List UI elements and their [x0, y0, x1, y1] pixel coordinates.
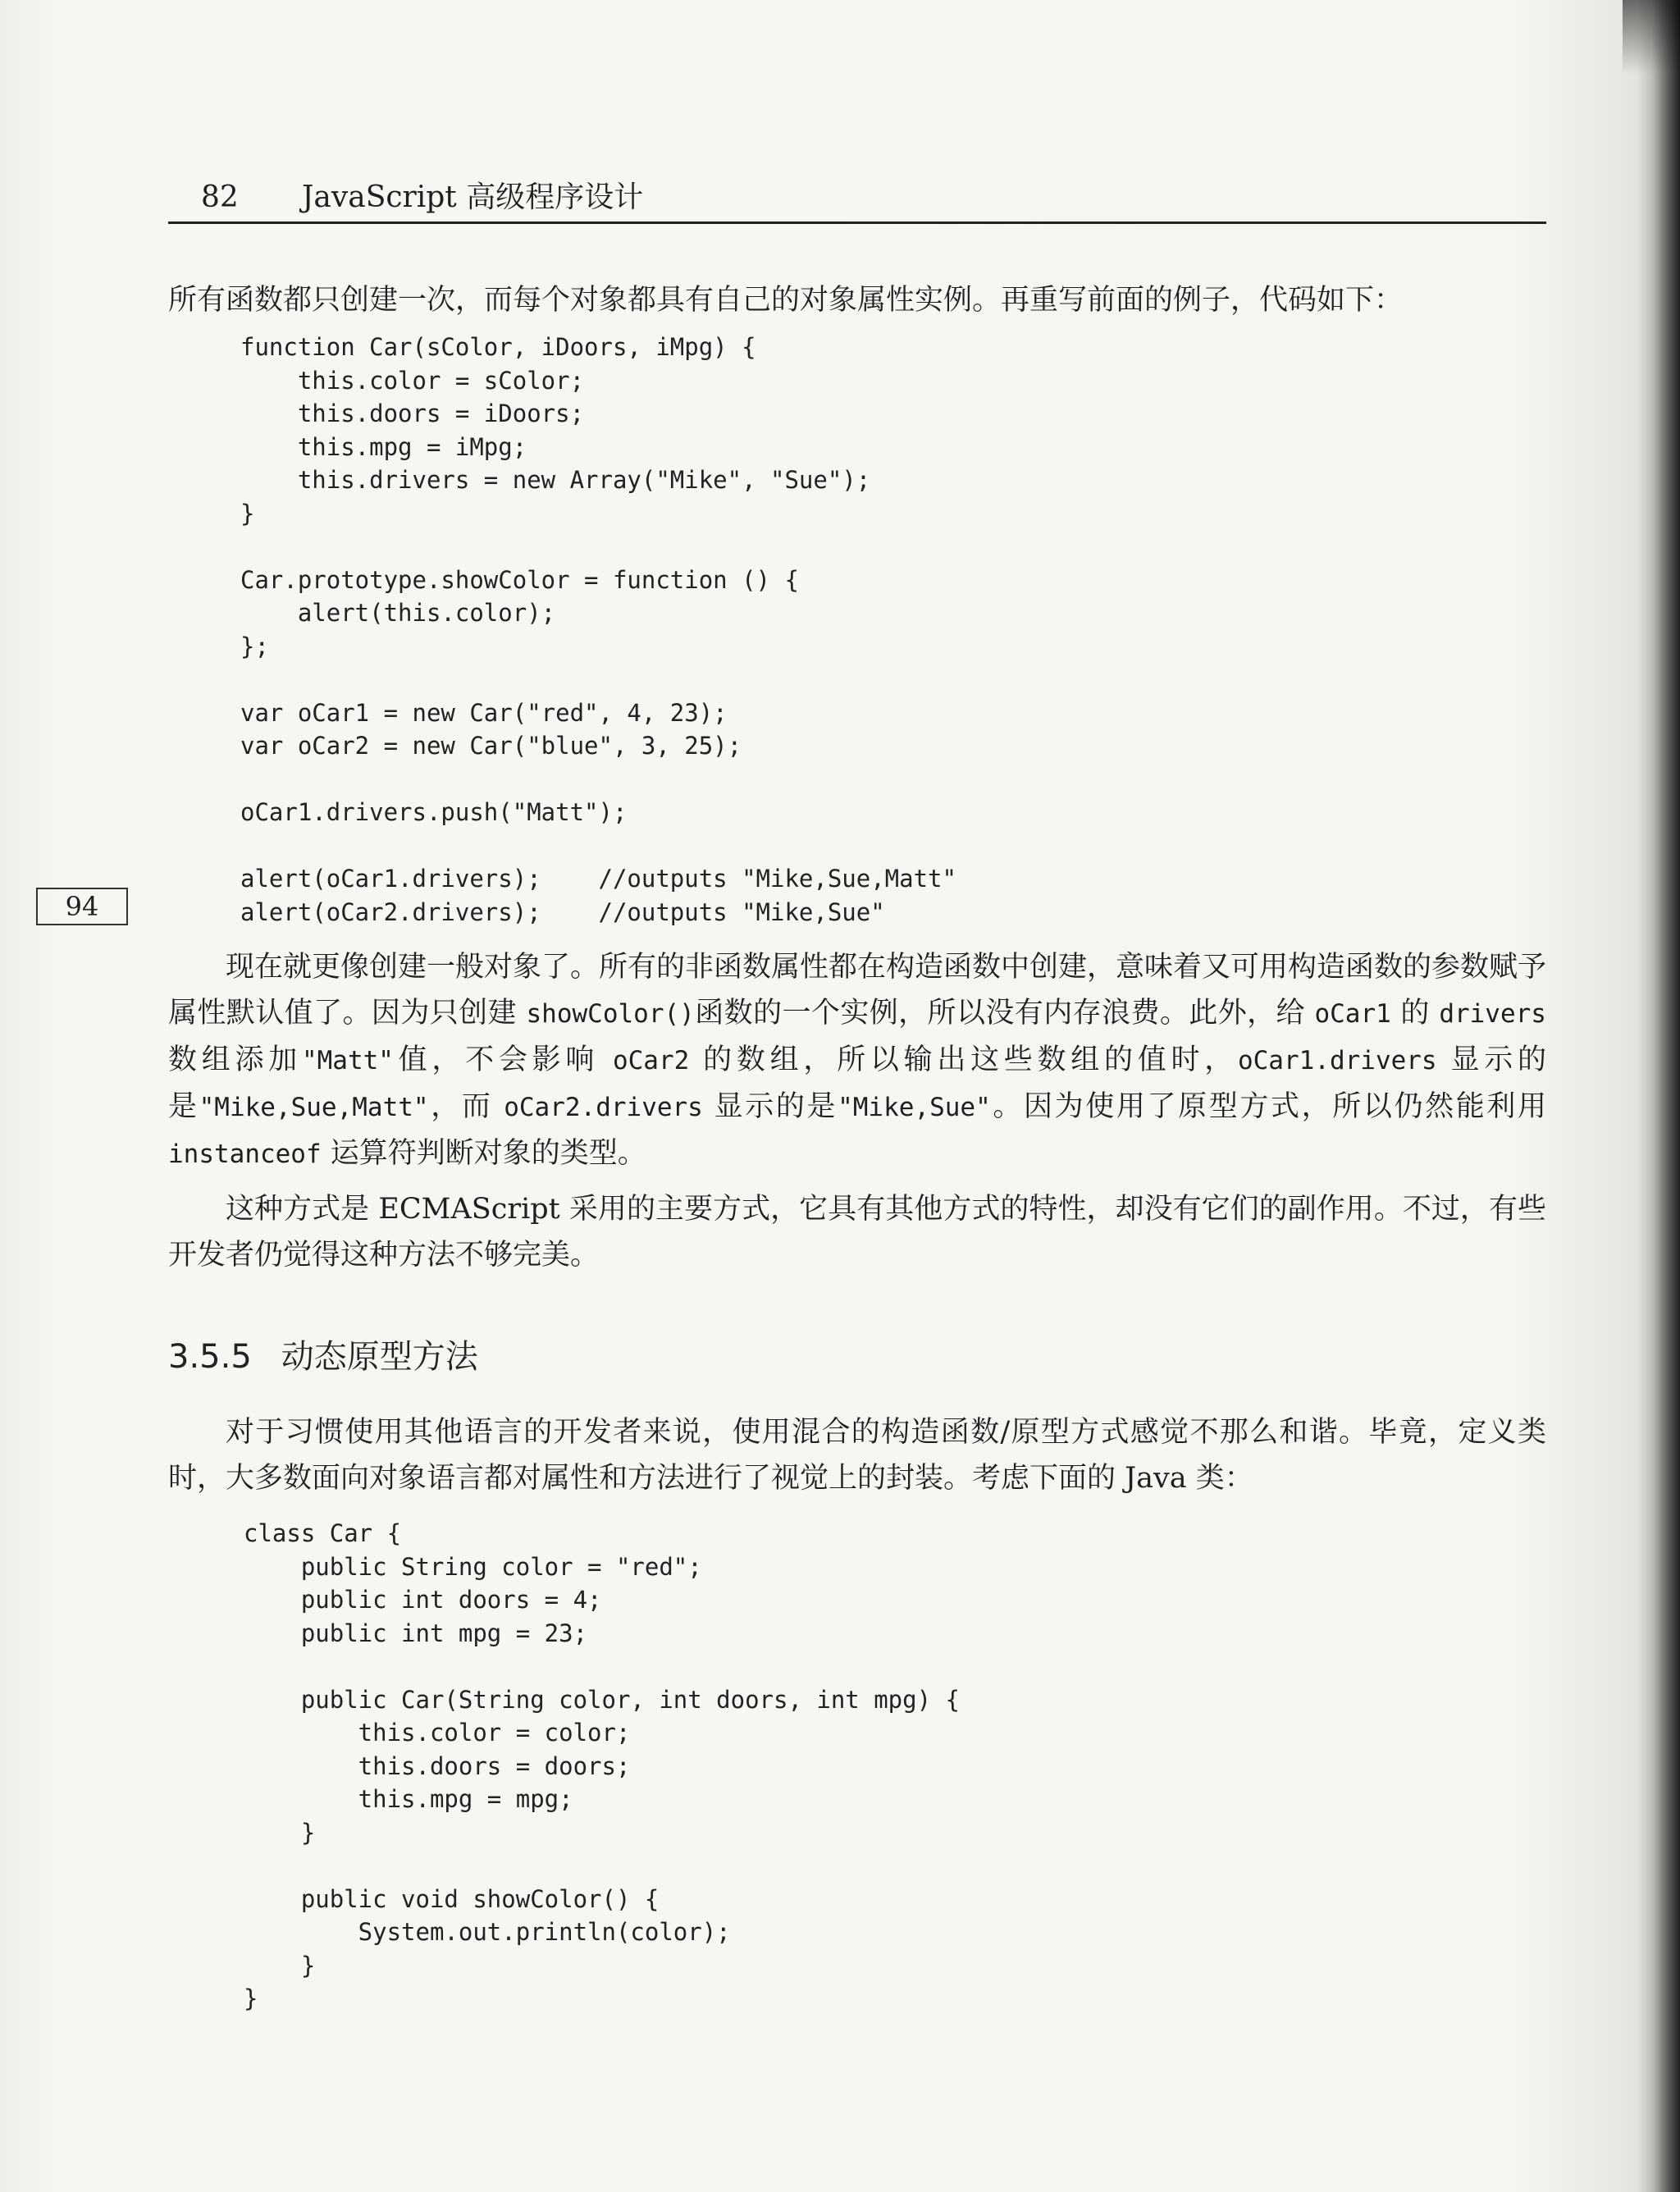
page-edge-shadow [1637, 0, 1680, 2192]
code-block-java-class: class Car { public String color = "red"; public int doors = 4; public int mpg = 23; public Car(String color, int doors, int mpg) { this.color = color; this.doors = doors; this.mpg = mpg; } public void showColor() { System.out.println(color); } } [244, 1519, 960, 2012]
section-number: 3.5.5 [168, 1338, 252, 1376]
inline-code-mike-sue: "Mike,Sue" [838, 1093, 991, 1122]
section-title: 动态原型方法 [281, 1338, 478, 1376]
inline-code-instanceof: instanceof [168, 1139, 322, 1169]
inline-code-ocar2: oCar2 [612, 1046, 690, 1075]
inline-code-ocar1: oCar1 [1314, 999, 1391, 1029]
inline-code-showcolor: showColor() [526, 999, 695, 1029]
running-title: JavaScript 高级程序设计 [302, 180, 644, 214]
section-heading [168, 1332, 478, 1381]
intro-paragraph: 所有函数都只创建一次，而每个对象都具有自己的对象属性实例。再重写前面的例子，代码如下： [168, 284, 1404, 317]
code-block-car-constructor: function Car(sColor, iDoors, iMpg) { this.color = sColor; this.doors = iDoors; this.mpg = iMpg; this.drivers = new Array("Mike", "Sue"); } Car.prototype.showColor = function () { alert(this.color); }; var oCar1 = new Car("red", 4, 23); var oCar2 = new Car("blue", 3, 25); oCar1.drivers.push("Matt"); alert(oCar1.drivers); //outputs "Mike,Sue,Matt" alert(oCar2.drivers); //outputs "Mike,Sue" [240, 333, 956, 926]
inline-code-matt: "Matt" [301, 1046, 394, 1075]
inline-code-drivers: drivers [1439, 999, 1546, 1029]
summary-paragraph: 这种方式是 ECMAScript 采用的主要方式，它具有其他方式的特性，却没有它们的副作用。不过，有些开发者仍觉得这种方法不够完美。 [168, 1193, 1546, 1272]
page-header [168, 176, 1546, 224]
page-number: 82 [201, 180, 239, 214]
inline-code-ocar1-drivers: oCar1.drivers [1237, 1046, 1437, 1075]
inline-code-ocar2-drivers: oCar2.drivers [504, 1093, 703, 1122]
java-intro-paragraph: 对于习惯使用其他语言的开发者来说，使用混合的构造函数/原型方式感觉不那么和谐。毕竟，定义类时，大多数面向对象语言都对属性和方法进行了视觉上的封装。考虑下面的 Java 类： [168, 1416, 1546, 1495]
margin-page-reference: 94 [36, 888, 128, 925]
explanation-paragraph: 现在就更像创建一般对象了。所有的非函数属性都在构造函数中创建，意味着又可用构造函数的参数赋予属性默认值了。因为只创建 showColor()函数的一个实例，所以没有内存浪费。此外，给 oCar1 的 drivers 数组添加"Matt"值，不会影响 oCar2 的数组，所以输出这些数组的值时，oCar1.drivers 显示的是"Mike,Sue,Matt"，而 oCar2.drivers 显示的是"Mike,Sue"。因为使用了原型方式，所以仍然能利用 instanceof 运算符判断对象的类型。 [168, 951, 1547, 1170]
inline-code-mike-sue-matt: "Mike,Sue,Matt" [199, 1093, 429, 1122]
